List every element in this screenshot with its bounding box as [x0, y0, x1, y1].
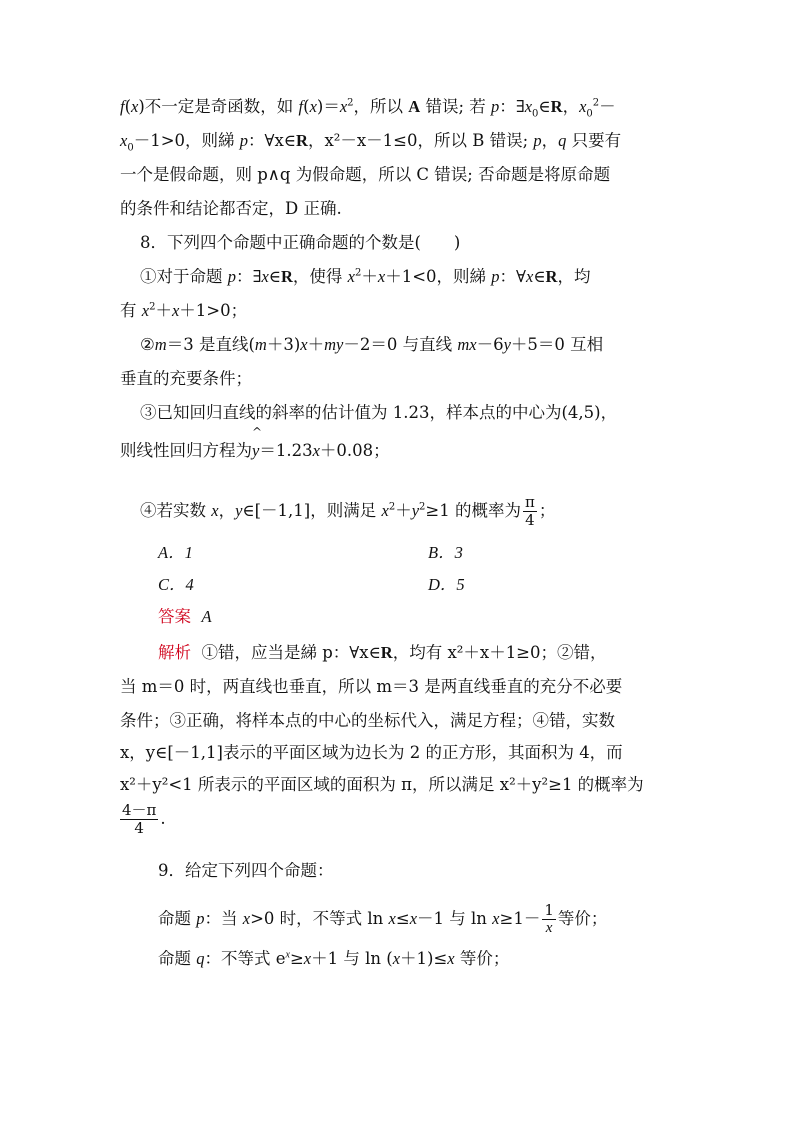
answer-value: A [201, 607, 212, 626]
fraction-pi-over-4: $\frac{\pi}{4}$ [524, 493, 535, 529]
text-line: 一个是假命题，则 p∧q 为假命题，所以 C 错误; 否命题是将原命题 [120, 165, 611, 184]
fraction-1-over-x: $\frac{1}{x}$ [544, 901, 554, 936]
proposition-p: 命题 p：当 x>0 时，不等式 ln x≤x－1 与 ln x≥1－ $\frac{1}{x}$ 等价； [158, 901, 608, 936]
option-c: C．4 [158, 575, 194, 594]
statement-3: ③已知回归直线的斜率的估计值为 1.23，样本点的中心为(4,5)， [140, 403, 618, 422]
proposition-q: 命题 q：不等式 $e^x\ge x+1$ 与 ln (x＋1)≤x 等价； [158, 949, 510, 968]
explanation-line: x，y∈[－1,1]表示的平面区域为边长为 2 的正方形，其面积为 4，而 [120, 743, 623, 762]
statement-2: ②m＝3 是直线(m＋3)x＋my－2＝0 与直线 mx－6y＋5＝0 互相 [140, 335, 604, 354]
statement-2-cont: 垂直的充要条件； [120, 369, 252, 388]
answer-line [158, 606, 718, 628]
explanation-label: 解析 [158, 643, 191, 662]
text-line: 的条件和结论都否定，D 正确. [120, 199, 342, 218]
explanation-fraction: $\frac{4-\pi}{4}$ . [122, 801, 166, 837]
option-d: D．5 [428, 575, 465, 594]
explanation-line: x²＋y²<1 所表示的平面区域的面积为 π，所以满足 x²＋y²≥1 的概率为 [120, 775, 644, 794]
explanation-line: 当 m＝0 时，两直线也垂直，所以 m＝3 是两直线垂直的充分不必要 [120, 677, 623, 696]
option-a: A．1 [158, 543, 193, 562]
question-8-stem: 8．下列四个命题中正确命题的个数是( ) [140, 233, 461, 252]
statement-4: ④若实数 x，y∈[－1,1]，则满足 $x^2+y^2\ge 1$ 的概率为 $\frac{\pi}{4}$ ； [140, 493, 556, 529]
question-9-stem: 9．给定下列四个命题： [158, 861, 334, 880]
explanation-line: 解析 ①错，应当是綈 p：∀x∈R，均有 x²＋x＋1≥0；②错， [158, 643, 607, 662]
option-b: B．3 [428, 543, 463, 562]
statement-1: ①对于命题 p：∃x∈R，使得 $x^2+x+1<0$，则綈 p：∀x∈R，均 [140, 267, 591, 286]
statement-1-cont: 有 $x^2+x+1>0$； [120, 301, 248, 320]
explanation-line: 条件；③正确，将样本点的中心的坐标代入，满足方程；④错，实数 [120, 711, 615, 730]
statement-3-cont: 则线性回归方程为 ^ y＝1.23x＋0.08； [120, 425, 390, 460]
answer-label: 答案 [158, 607, 191, 626]
text-line: f(x)不一定是奇函数，如 $f(x)=x^2$，所以 A 错误; 若 p：$\exists x_0\in R$，$x_0^2-$ [120, 97, 616, 120]
text-line: $x_0-1>0$，则綈 p：∀x∈R，x²－x－1≤0，所以 B 错误; p，q 只要有 [120, 131, 622, 154]
